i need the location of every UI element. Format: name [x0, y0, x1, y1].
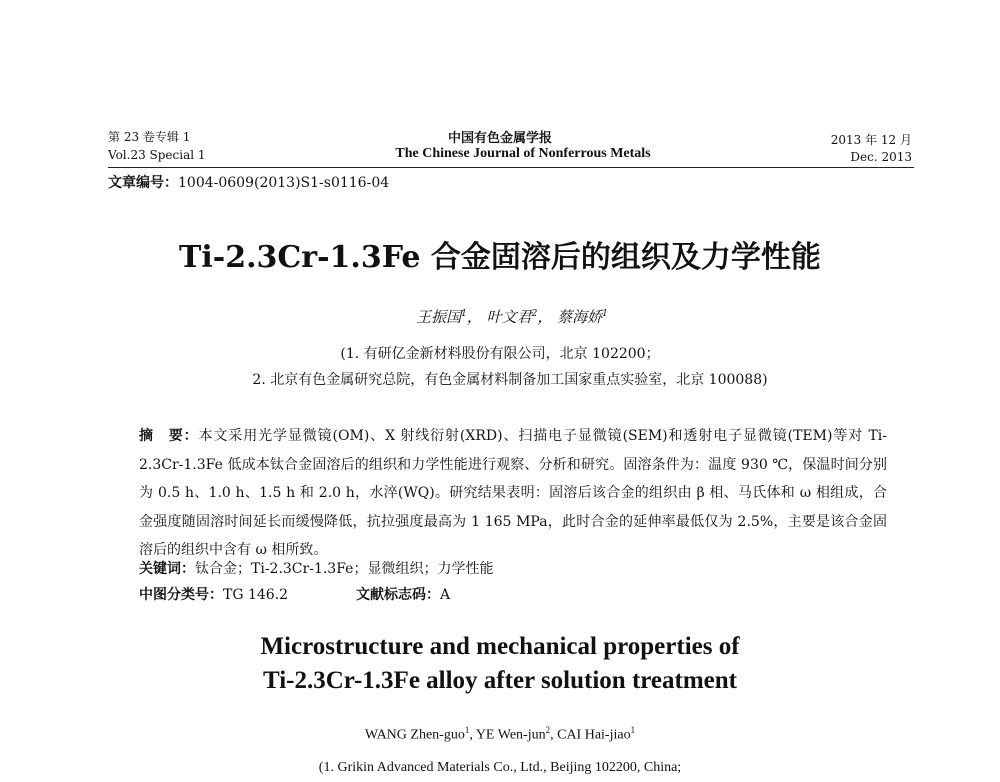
- abstract-label: 摘 要：: [139, 428, 199, 444]
- volume-cn: 第 23 卷专辑 1: [108, 130, 191, 144]
- affiliation-en-1: (1. Grikin Advanced Materials Co., Ltd., Beijing 102200, China;: [318, 760, 682, 775]
- author-1: 王振国: [416, 308, 462, 326]
- journal-title-cn: 中国有色金属学报: [447, 131, 553, 146]
- header-rule: [108, 167, 914, 168]
- volume-en: Vol.23 Special 1: [108, 148, 206, 162]
- abstract-cn: [139, 422, 887, 565]
- clc-value: TG 146.2: [223, 587, 289, 603]
- document-code: [356, 584, 450, 604]
- article-number: [108, 172, 389, 192]
- abstract-text: 本文采用光学显微镜(OM)、X 射线衍射(XRD)、扫描电子显微镜(SEM)和透射电子显微镜(TEM)等对 Ti-2.3Cr-1.3Fe 低成本钛合金固溶后的组织和力学性能进行观察、分析和研究。固溶条件为：温度 930 ℃，保温时间分别为 0.5 h、1.0 h、1.5 h 和 2.0 h，水淬(WQ)。研究结果表明：固溶后该合金的组织由 β 相、马氏体和 ω 相组成，合金强度随固溶时间延长而缓慢降低，抗拉强度最高为 1 165 MPa，此时合金的延伸率最低仅为 2.5%，主要是该合金固溶后的组织中含有 ω 相所致。: [139, 428, 887, 559]
- author-2: 叶文君: [486, 308, 532, 326]
- doc-label: 文献标志码：: [356, 587, 440, 603]
- title-en-line-2: Ti-2.3Cr-1.3Fe alloy after solution treatment: [263, 667, 737, 694]
- author-3: 蔡海娇: [557, 308, 603, 326]
- author-2-sup: 2: [531, 309, 538, 319]
- clc-number: [139, 584, 288, 604]
- author-en-3-sup: 1: [630, 725, 636, 735]
- date-cn: 2013 年 12 月: [830, 133, 912, 147]
- title-en: [0, 630, 1000, 698]
- affiliation-cn-1: (1. 有研亿金新材料股份有限公司，北京 102200；: [340, 346, 660, 362]
- author-en-1-sup: 1: [464, 725, 470, 735]
- author-en-1: WANG Zhen-guo: [364, 727, 465, 743]
- authors-cn: 王振国$^1$， 叶文君$^2$， 蔡海娇$^1$: [416, 308, 608, 326]
- journal-title-en: The Chinese Journal of Nonferrous Metals: [395, 146, 651, 161]
- doc-value: A: [440, 587, 451, 603]
- author-1-sup: 1: [461, 309, 467, 319]
- author-en-2-sup: 2: [545, 725, 551, 735]
- keywords-text: 钛合金；Ti-2.3Cr-1.3Fe；显微组织；力学性能: [195, 561, 494, 577]
- title-en-line-1: Microstructure and mechanical properties of: [260, 633, 740, 660]
- author-en-3: CAI Hai-jiao: [557, 727, 631, 743]
- affiliation-cn-2: 2. 北京有色金属研究总院，有色金属材料制备加工国家重点实验室，北京 100088): [252, 372, 768, 388]
- article-number-label: 文章编号：: [108, 175, 178, 191]
- author-en-2: YE Wen-jun: [475, 727, 546, 743]
- clc-label: 中图分类号：: [139, 587, 223, 603]
- article-number-value: 1004-0609(2013)S1-s0116-04: [178, 175, 390, 191]
- title-cn: Ti-2.3Cr-1.3Fe 合金固溶后的组织及力学性能: [179, 240, 821, 275]
- author-3-sup: 1: [602, 309, 608, 319]
- authors-en: WANG Zhen-guo$^1$, YE Wen-jun$^2$, CAI Hai-jiao$^1$: [364, 725, 636, 743]
- keywords-label: 关键词：: [139, 561, 195, 577]
- date-en: Dec. 2013: [850, 150, 912, 164]
- keywords-cn: [139, 558, 493, 578]
